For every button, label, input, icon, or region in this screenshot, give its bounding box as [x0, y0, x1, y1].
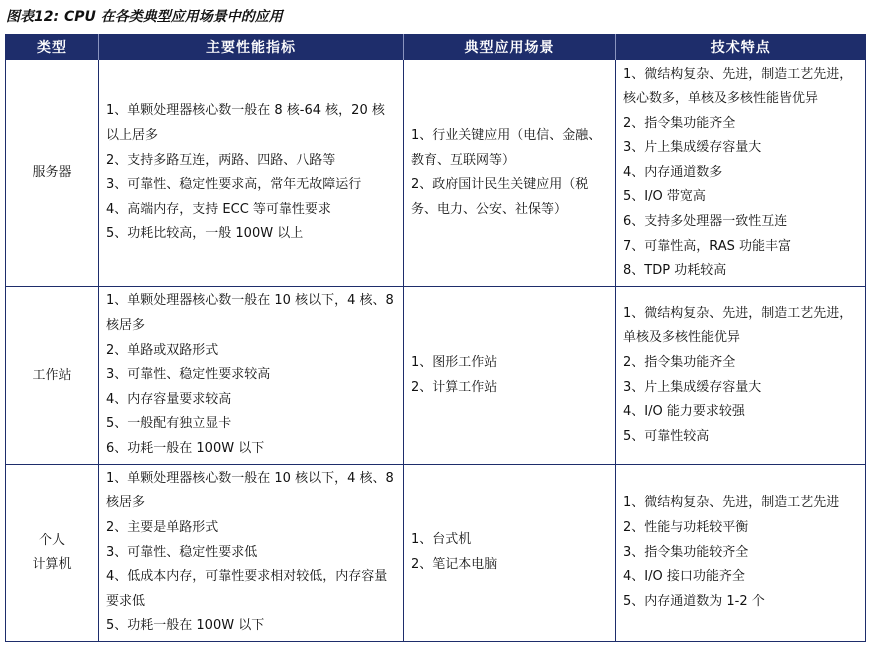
list-item: 5、功耗比较高，一般 100W 以上 — [106, 226, 304, 242]
list-item: 4、内存通道数多 — [623, 164, 723, 180]
metrics-cell — [99, 464, 404, 641]
list-item: 8、TDP 功耗较高 — [623, 263, 727, 279]
list-item: 3、可靠性、稳定性要求较高 — [106, 367, 271, 383]
type-label: 计算机 — [32, 556, 72, 572]
header-scenarios: 典型应用场景 — [404, 34, 616, 60]
list-item: 2、计算工作站 — [411, 379, 498, 395]
metrics-cell — [99, 60, 404, 287]
list-item: 6、支持多处理器一致性互连 — [623, 214, 788, 230]
cpu-application-table — [5, 34, 866, 642]
list-item: 2、单路或双路形式 — [106, 342, 219, 358]
list-item: 1、单颗处理器核心数一般在 10 核以下，4 核、8 核居多 — [106, 293, 394, 334]
list-item: 5、I/O 带宽高 — [623, 189, 706, 205]
list-item: 1、微结构复杂、先进，制造工艺先进 — [623, 495, 840, 511]
scenarios-cell — [404, 464, 616, 641]
type-cell — [6, 60, 99, 287]
features-cell — [616, 464, 866, 641]
type-cell — [6, 464, 99, 641]
list-item: 1、单颗处理器核心数一般在 8 核-64 核，20 核以上居多 — [106, 103, 385, 143]
list-item: 3、片上集成缓存容量大 — [623, 140, 762, 156]
list-item: 2、性能与功耗较平衡 — [623, 519, 749, 535]
table-row — [6, 287, 866, 464]
list-item: 2、指令集功能齐全 — [623, 354, 736, 370]
header-type: 类型 — [6, 34, 99, 60]
list-item: 1、台式机 — [411, 532, 472, 548]
list-item: 1、图形工作站 — [411, 354, 498, 370]
table-header-row — [6, 34, 866, 60]
list-item: 2、指令集功能齐全 — [623, 115, 736, 131]
table-row — [6, 464, 866, 641]
list-item: 2、笔记本电脑 — [411, 556, 498, 572]
type-label: 个人 — [38, 532, 65, 548]
list-item: 4、I/O 能力要求较强 — [623, 404, 745, 420]
list-item: 6、功耗一般在 100W 以下 — [106, 441, 265, 457]
list-item: 3、可靠性、稳定性要求低 — [106, 544, 258, 560]
type-label: 工作站 — [32, 367, 72, 383]
list-item: 4、高端内存，支持 ECC 等可靠性要求 — [106, 201, 331, 217]
list-item: 5、功耗一般在 100W 以下 — [106, 618, 265, 634]
list-item: 1、微结构复杂、先进，制造工艺先进，单核及多核性能优异 — [623, 305, 853, 346]
metrics-cell — [99, 287, 404, 464]
type-cell — [6, 287, 99, 464]
features-cell — [616, 287, 866, 464]
table-row — [6, 60, 866, 287]
list-item: 7、可靠性高，RAS 功能丰富 — [623, 238, 792, 254]
list-item: 3、指令集功能较齐全 — [623, 544, 749, 560]
list-item: 3、可靠性、稳定性要求高，常年无故障运行 — [106, 177, 362, 193]
figure-title: 图表12: CPU 在各类典型应用场景中的应用 — [6, 9, 283, 25]
list-item: 3、片上集成缓存容量大 — [623, 379, 762, 395]
list-item: 1、单颗处理器核心数一般在 10 核以下，4 核、8 核居多 — [106, 470, 394, 511]
list-item: 4、内存容量要求较高 — [106, 391, 232, 407]
list-item: 2、政府国计民生关键应用（税务、电力、公安、社保等） — [411, 177, 589, 217]
list-item: 4、I/O 接口功能齐全 — [623, 569, 745, 585]
list-item: 2、支持多路互连，两路、四路、八路等 — [106, 152, 336, 168]
list-item: 2、主要是单路形式 — [106, 519, 219, 535]
header-metrics: 主要性能指标 — [99, 34, 404, 60]
list-item: 5、内存通道数为 1-2 个 — [623, 593, 765, 609]
header-features: 技术特点 — [616, 34, 866, 60]
list-item: 5、一般配有独立显卡 — [106, 416, 232, 432]
list-item: 1、行业关键应用（电信、金融、教育、互联网等） — [411, 128, 602, 168]
list-item: 5、可靠性较高 — [623, 428, 710, 444]
list-item: 1、微结构复杂、先进，制造工艺先进，核心数多，单核及多核性能皆优异 — [623, 66, 853, 107]
list-item: 4、低成本内存，可靠性要求相对较低，内存容量要求低 — [106, 569, 388, 609]
scenarios-cell — [404, 287, 616, 464]
type-label: 服务器 — [32, 165, 72, 181]
scenarios-cell — [404, 60, 616, 287]
features-cell — [616, 60, 866, 287]
